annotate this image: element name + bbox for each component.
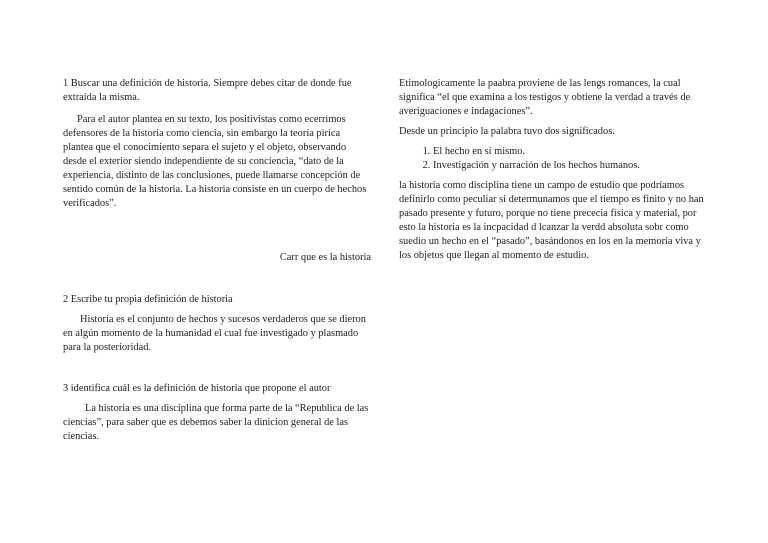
- meanings-intro: Desde un principio la palabra tuvo dos significados.: [399, 126, 615, 137]
- list-item: 2. Investigación y narración de los hechos humanos.: [433, 159, 704, 173]
- list-item: 1. El hecho en si mismo.: [433, 145, 704, 159]
- right-column: [399, 77, 704, 263]
- q1-source: Carr que es la historia: [279, 252, 371, 263]
- left-column: [63, 77, 371, 444]
- q2-heading: 2 Escribe tu propia definición de historia: [63, 294, 233, 305]
- discipline-paragraph: la historia como disciplina tiene un campo de estudio que podríamos definirlo como peculiar si determunamos que el tiempo es finito y no han pasado presente y futuro, porque no tiene prececia física y material, por esto la historia es la incpacidad d lcanzar la verdd absoluta sobr como suedio un hecho en el “pasado”, basándonos en los en la memoria viva y los objetos que llegan al momento de estudio.: [399, 180, 704, 261]
- q1-answer: Para el autor plantea en su texto, los positivistas como ecerrimos defensores de la historia como ciencia, sin embargo la teoría pirica plantea que el conocimiento separa el sujeto y el objeto, observando desde el exterior siendo independiente de su conciencia, “dato de la experiencia, distinto de las conclusiones, puede llamarse concepción de sentido común de la historia. La historia consiste en un cuerpo de hechos verificados”.: [63, 114, 367, 209]
- q3-heading: 3 identifica cuál es la definición de historia que propone el autor: [63, 383, 331, 394]
- etymology-paragraph: Etimologicamente la paabra proviene de las lengs romances, la cual significa “el que examina a los testigos y obtiene la verdad a través de averiguaciones e indagaciones”.: [399, 78, 691, 117]
- q1-heading: 1 Buscar una definición de historia. Siempre debes citar de donde fue extraída la misma.: [63, 78, 352, 103]
- q3-answer: La historia es una disciplina que forma parte de la “Republica de las ciencias”, para saber que es debemos saber la dinicion general de las ciencias.: [63, 403, 369, 442]
- meanings-list: [399, 145, 704, 173]
- q2-answer: Historia es el conjunto de hechos y sucesos verdaderos que se dieron en algún momento de la humanidad el cual fue investigado y plasmado para la posterioridad.: [63, 314, 366, 353]
